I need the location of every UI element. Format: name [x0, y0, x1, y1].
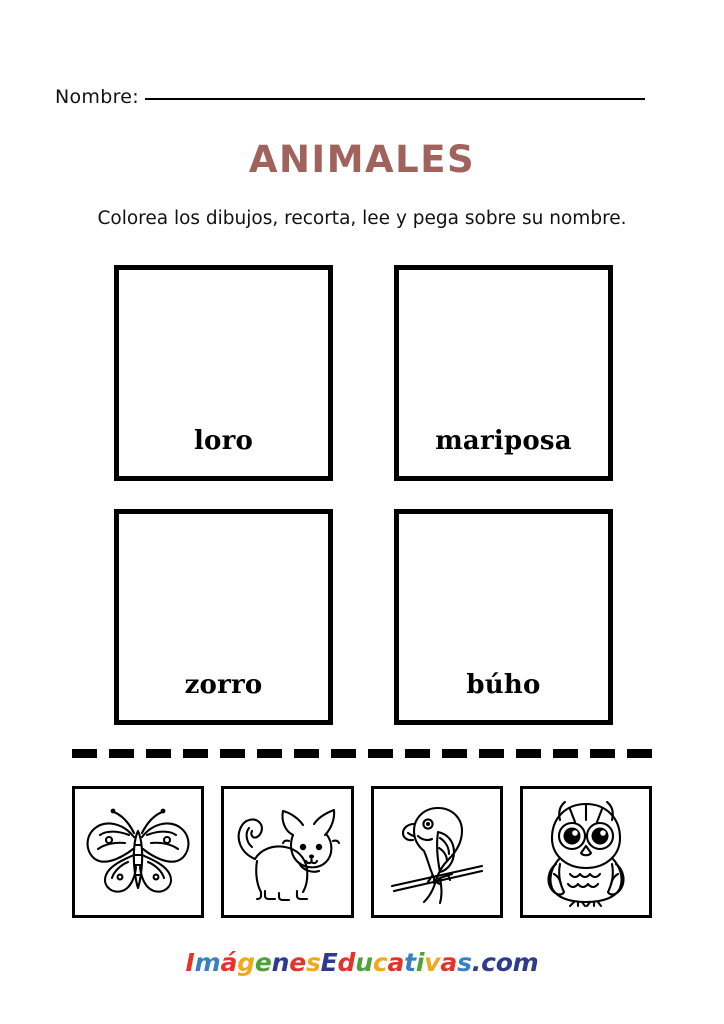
- logo-letter: a: [387, 948, 405, 977]
- logo-letter: I: [185, 948, 195, 977]
- parrot-icon: [378, 796, 496, 908]
- logo-letter: o: [495, 948, 513, 977]
- answer-box-mariposa[interactable]: [394, 265, 613, 481]
- cut-dash: [590, 749, 615, 758]
- logo-letter: c: [481, 948, 496, 977]
- cut-dash: [479, 749, 504, 758]
- logo-letter: t: [404, 948, 416, 977]
- answer-box-row: [114, 509, 614, 725]
- cut-dash: [109, 749, 134, 758]
- logo-letter: i: [415, 948, 425, 977]
- logo-letter: v: [424, 948, 441, 977]
- name-write-line[interactable]: [145, 98, 645, 100]
- logo-letter: s: [305, 948, 321, 977]
- logo-letter: s: [457, 948, 472, 977]
- cutout-card-mariposa[interactable]: [72, 786, 204, 918]
- cut-dash: [516, 749, 541, 758]
- cut-dash: [257, 749, 282, 758]
- cutout-card-row: [72, 786, 652, 918]
- cutout-card-loro[interactable]: [371, 786, 503, 918]
- cut-dash: [405, 749, 430, 758]
- cut-dash: [183, 749, 208, 758]
- cut-dash: [368, 749, 393, 758]
- answer-word: zorro: [184, 670, 263, 700]
- answer-box-row: [114, 265, 614, 481]
- answer-word: mariposa: [435, 426, 572, 456]
- answer-box-loro[interactable]: [114, 265, 333, 481]
- name-row: [55, 86, 645, 108]
- name-label: Nombre:: [55, 86, 139, 108]
- logo-letter: u: [355, 948, 373, 977]
- page-title: ANIMALES: [248, 138, 476, 181]
- logo-letter: m: [512, 948, 539, 977]
- fox-icon: [227, 797, 347, 907]
- logo-letter: á: [220, 948, 238, 977]
- site-logo: [0, 948, 724, 977]
- answer-box-zorro[interactable]: [114, 509, 333, 725]
- cut-dash: [553, 749, 578, 758]
- answer-word: búho: [466, 670, 541, 700]
- cutout-card-zorro[interactable]: [221, 786, 353, 918]
- logo-letter: a: [440, 948, 458, 977]
- logo-letter: d: [337, 948, 356, 977]
- cut-line: [72, 748, 652, 758]
- answer-box-buho[interactable]: [394, 509, 613, 725]
- cut-dash: [146, 749, 171, 758]
- cutout-card-buho[interactable]: [520, 786, 652, 918]
- cut-dash: [442, 749, 467, 758]
- logo-letter: g: [237, 948, 255, 977]
- cut-dash: [220, 749, 245, 758]
- logo-letter: c: [372, 948, 388, 977]
- owl-icon: [526, 796, 646, 908]
- cut-dash: [331, 749, 356, 758]
- logo-letter: n: [271, 948, 290, 977]
- cut-dash: [294, 749, 319, 758]
- butterfly-icon: [79, 797, 197, 907]
- answer-word: loro: [193, 426, 254, 456]
- logo-letter: .: [471, 948, 482, 977]
- logo-letter: e: [289, 948, 306, 977]
- answer-box-grid: [114, 265, 614, 753]
- logo-letter: m: [194, 948, 221, 977]
- logo-letter: E: [320, 948, 338, 977]
- cut-dash: [627, 749, 652, 758]
- logo-letter: e: [254, 948, 272, 977]
- cut-dash: [72, 749, 97, 758]
- instruction-text: Colorea los dibujos, recorta, lee y pega sobre su nombre.: [97, 208, 627, 229]
